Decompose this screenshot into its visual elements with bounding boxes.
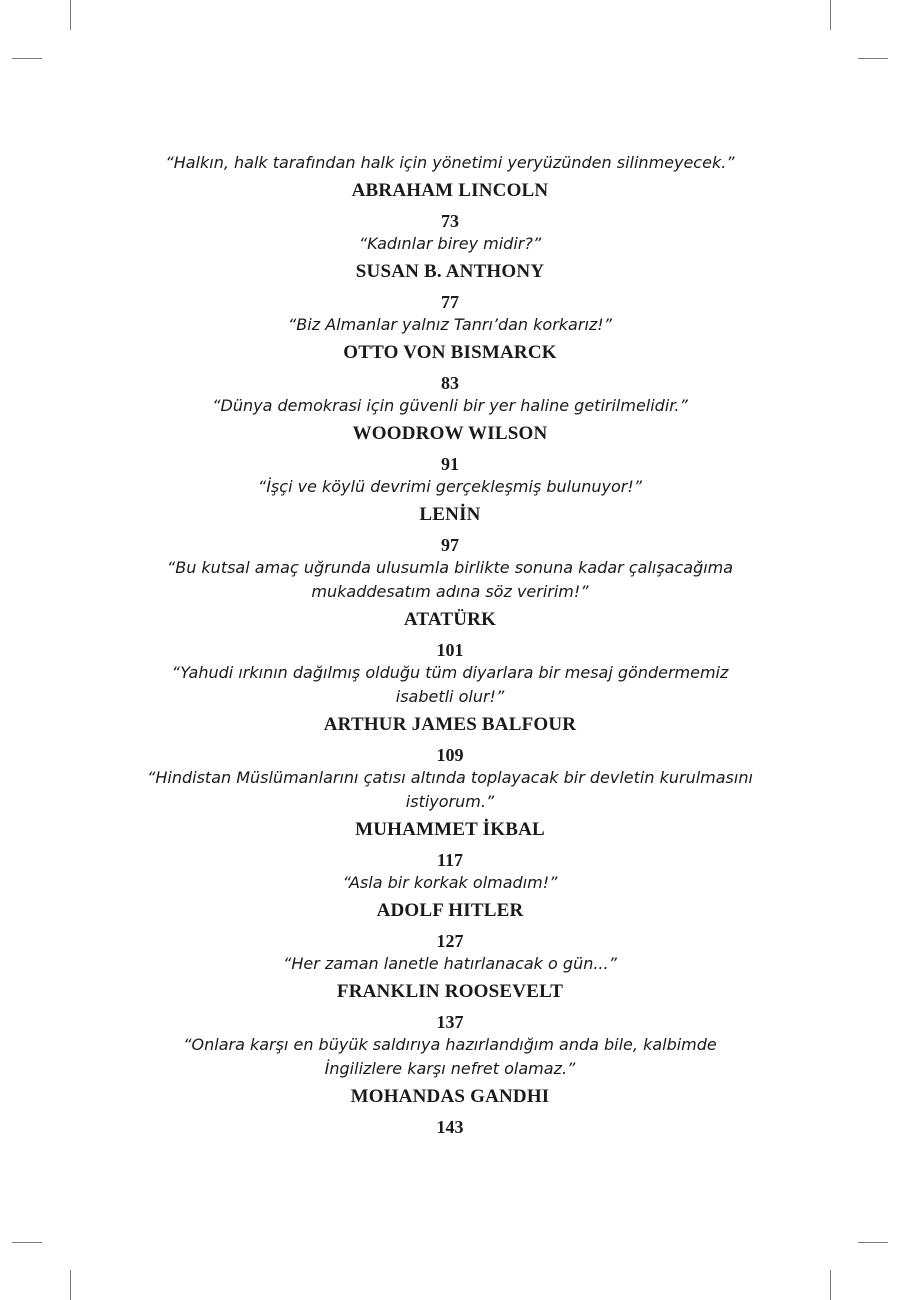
entry-quote: “Asla bir korkak olmadım!” [342, 873, 558, 892]
toc-entry [140, 151, 760, 232]
table-of-contents [140, 151, 760, 1138]
entry-author: SUSAN B. ANTHONY [355, 261, 545, 282]
entry-page-number: 91 [441, 454, 459, 474]
entry-page-number: 127 [436, 931, 464, 951]
entry-page-number: 77 [441, 292, 459, 312]
entry-author: ARTHUR JAMES BALFOUR [323, 714, 577, 735]
crop-mark [70, 1270, 71, 1300]
entry-page-number: 137 [436, 1012, 464, 1032]
crop-mark [12, 1242, 42, 1243]
entry-quote: “Kadınlar birey midir?” [358, 234, 542, 253]
entry-page-number: 97 [441, 535, 459, 555]
entry-author: WOODROW WILSON [352, 423, 548, 444]
toc-entry [140, 1033, 760, 1138]
entry-quote-line-2: isabetli olur!” [395, 687, 505, 706]
toc-entry [140, 871, 760, 952]
entry-quote-line-1: “Yahudi ırkının dağılmış olduğu tüm diyarlara bir mesaj göndermemiz [171, 663, 729, 682]
entry-quote-line-2: mukaddesatım adına söz veririm!” [311, 582, 589, 601]
entry-author: MOHANDAS GANDHI [350, 1086, 550, 1107]
entry-author: ABRAHAM LINCOLN [351, 180, 549, 201]
toc-entry [140, 313, 760, 394]
crop-mark [830, 0, 831, 30]
entry-quote-line-1: “Onlara karşı en büyük saldırıya hazırlandığım anda bile, kalbimde [183, 1035, 717, 1054]
entry-page-number: 83 [441, 373, 459, 393]
toc-entry [140, 475, 760, 556]
entry-page-number: 117 [436, 850, 463, 870]
entry-quote: “Her zaman lanetle hatırlanacak o gün...” [283, 954, 617, 973]
entry-author: LENİN [419, 504, 481, 525]
entry-quote: “Halkın, halk tarafından halk için yönetimi yeryüzünden silinmeyecek.” [165, 153, 735, 172]
crop-mark [830, 1270, 831, 1300]
toc-entry [140, 394, 760, 475]
entry-author: ATATÜRK [403, 609, 497, 630]
entry-page-number: 101 [436, 640, 464, 660]
crop-mark [858, 58, 888, 59]
entry-quote: “İşçi ve köylü devrimi gerçekleşmiş bulunuyor!” [257, 477, 643, 496]
entry-quote: “Dünya demokrasi için güvenli bir yer haline getirilmelidir.” [212, 396, 688, 415]
entry-page-number: 73 [441, 211, 459, 231]
entry-quote-line-2: İngilizlere karşı nefret olamaz.” [324, 1059, 576, 1078]
entry-author: ADOLF HITLER [376, 900, 524, 921]
entry-author: MUHAMMET İKBAL [355, 819, 545, 840]
entry-page-number: 143 [436, 1117, 464, 1137]
entry-quote: “Biz Almanlar yalnız Tanrı’dan korkarız!” [288, 315, 612, 334]
entry-quote-line-1: “Hindistan Müslümanlarını çatısı altında toplayacak bir devletin kurulmasını [147, 768, 753, 787]
entry-author: OTTO VON BISMARCK [343, 342, 557, 363]
toc-entry [140, 232, 760, 313]
entry-quote-line-2: istiyorum.” [405, 792, 495, 811]
crop-mark [12, 58, 42, 59]
crop-mark [858, 1242, 888, 1243]
toc-entry [140, 661, 760, 766]
entry-quote-line-1: “Bu kutsal amaç uğrunda ulusumla birlikte sonuna kadar çalışacağıma [166, 558, 734, 577]
toc-entry [140, 952, 760, 1033]
toc-entry [140, 766, 760, 871]
crop-mark [70, 0, 71, 30]
entry-author: FRANKLIN ROOSEVELT [336, 981, 564, 1002]
entry-page-number: 109 [436, 745, 464, 765]
toc-entry [140, 556, 760, 661]
